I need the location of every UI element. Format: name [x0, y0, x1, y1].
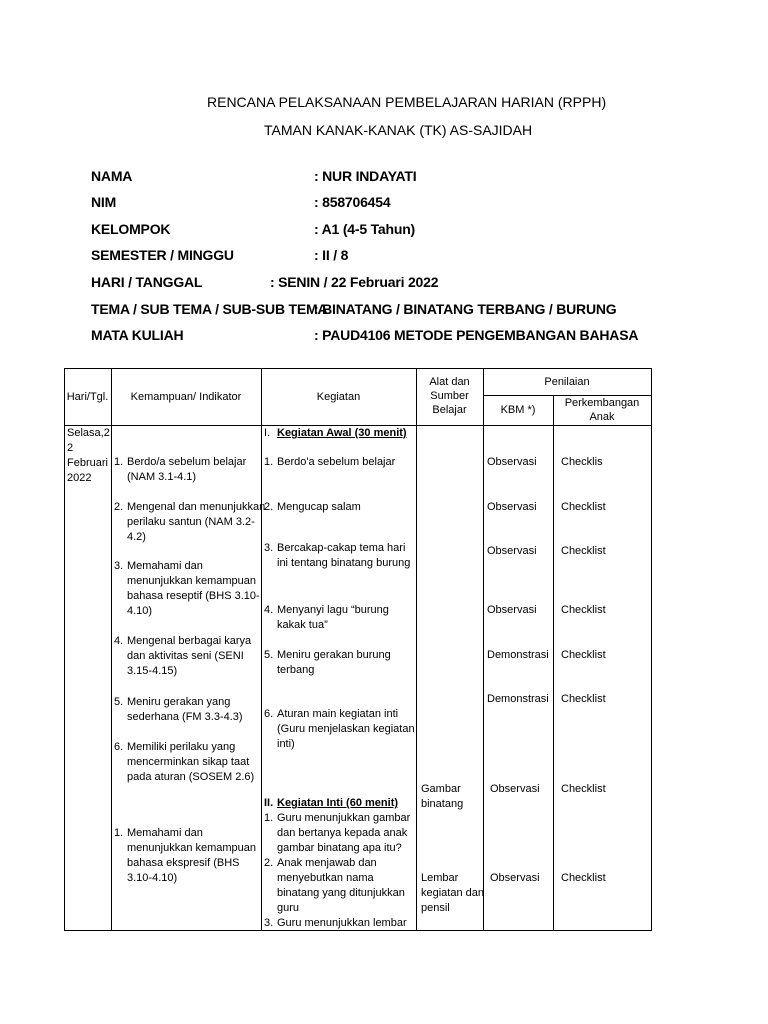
kemampuan-item [114, 455, 246, 485]
item-text: Menyanyi lagu “burung [277, 604, 389, 616]
alat-cell [421, 871, 484, 916]
kemampuan-item [114, 559, 260, 619]
item-number: 1. [264, 812, 274, 824]
item-text: 3.15-4.15) [127, 665, 178, 677]
item-number: 2. [264, 501, 274, 513]
kemampuan-item [114, 826, 256, 886]
info-label-matakuliah: MATA KULIAH [91, 327, 184, 343]
kegiatan-item [264, 541, 410, 571]
item-text: bahasa ekspresif (BHS [127, 857, 240, 869]
item-text: inti) [277, 738, 295, 750]
hari-line: 2 [67, 442, 74, 454]
header-alat-line1: Alat dan [429, 376, 470, 388]
item-text: kakak tua” [277, 619, 328, 631]
header-perkembangan-line1: Perkembangan [564, 397, 640, 409]
item-text: Memiliki perilaku yang [127, 741, 236, 753]
document-subtitle: TAMAN KANAK-KANAK (TK) AS-SAJIDAH [264, 122, 533, 138]
item-number: 5. [264, 649, 274, 661]
info-value-kelompok: : A1 (4-5 Tahun) [314, 221, 416, 237]
perkembangan-cell: Checklist [561, 545, 606, 557]
item-text: Mengucap salam [277, 501, 361, 513]
item-text: Guru menunjukkan gambar [277, 812, 411, 824]
item-text: Berdo'a sebelum belajar [277, 456, 396, 468]
info-label-semester: SEMESTER / MINGGU [91, 247, 234, 263]
kbm-cell: Observasi [487, 545, 537, 557]
kbm-cell: Demonstrasi [487, 649, 549, 661]
item-text: dan bertanya kepada anak [277, 827, 408, 839]
item-text: (Guru menjelaskan kegiatan [277, 723, 415, 735]
item-number: 5. [114, 696, 124, 708]
perkembangan-cell: Checklist [561, 501, 606, 513]
perkembangan-cell: Checklis [561, 456, 603, 468]
item-text: menunjukkan kemampuan [127, 842, 257, 854]
perkembangan-cell: Checklist [561, 649, 606, 661]
kegiatan-item [264, 500, 361, 515]
alat-line: kegiatan dan [421, 887, 484, 899]
item-number: 3. [114, 560, 124, 572]
kegiatan-awal-heading [264, 426, 407, 441]
info-label-nama: NAMA [91, 168, 133, 184]
item-number: 4. [264, 604, 274, 616]
info-label-hari: HARI / TANGGAL [91, 274, 203, 290]
item-text: 4.10) [127, 605, 153, 617]
item-number: 1. [114, 456, 124, 468]
kbm-cell: Observasi [490, 872, 540, 884]
item-number: 4. [114, 635, 124, 647]
item-number: 3. [264, 917, 274, 929]
alat-line: Gambar [421, 783, 461, 795]
kegiatan-item [264, 603, 389, 633]
item-text: ini tentang binatang burung [277, 557, 411, 569]
item-text: gambar binatang apa itu? [277, 842, 402, 854]
kegiatan-item [264, 856, 405, 916]
kbm-cell: Observasi [490, 783, 540, 795]
kegiatan-item [264, 811, 410, 856]
perkembangan-cell: Checklist [561, 604, 606, 616]
item-text: 4.2) [127, 531, 146, 543]
kegiatan-item [264, 455, 395, 470]
kbm-cell: Observasi [487, 456, 537, 468]
item-text: Guru menunjukkan lembar [277, 917, 407, 929]
info-value-semester: : II / 8 [314, 247, 349, 263]
header-perkembangan-line2: Anak [589, 411, 615, 423]
perkembangan-cell: Checklist [561, 872, 606, 884]
kegiatan-inti-heading [264, 796, 398, 811]
item-text: Berdo/a sebelum belajar [127, 456, 247, 468]
info-label-kelompok: KELOMPOK [91, 221, 171, 237]
item-number: 1. [114, 827, 124, 839]
kemampuan-item [114, 634, 251, 679]
item-text: Memahami dan [127, 560, 203, 572]
header-hari: Hari/Tgl. [66, 391, 109, 403]
perkembangan-cell: Checklist [561, 693, 606, 705]
item-text: guru [277, 902, 300, 914]
document-title: RENCANA PELAKSANAAN PEMBELAJARAN HARIAN (RPPH) [207, 94, 607, 110]
kemampuan-item [114, 740, 254, 785]
kbm-cell: Observasi [487, 501, 537, 513]
item-number: 3. [264, 542, 274, 554]
item-text: Aturan main kegiatan inti [277, 708, 399, 720]
perkembangan-cell: Checklist [561, 783, 606, 795]
kegiatan-item [264, 916, 407, 931]
item-text: Anak menjawab dan [277, 857, 377, 869]
info-value-matakuliah: : PAUD4106 METODE PENGEMBANGAN BAHASA [314, 327, 639, 343]
hari-cell [67, 426, 110, 486]
item-text: Meniru gerakan burung [277, 649, 391, 661]
item-text: Mengenal dan menunjukkan [127, 501, 266, 513]
item-text: mencerminkan sikap taat [127, 756, 250, 768]
item-text: menunjukkan kemampuan [127, 575, 257, 587]
item-text: terbang [277, 664, 315, 676]
item-text: perilaku santun (NAM 3.2- [127, 516, 255, 528]
item-text: Meniru gerakan yang [127, 696, 231, 708]
header-kegiatan: Kegiatan [316, 391, 361, 403]
item-text: menyebutkan nama [277, 872, 374, 884]
alat-cell [421, 782, 463, 812]
section-title: Kegiatan Inti (60 menit) [277, 797, 399, 809]
item-text: sederhana (FM 3.3-4.3) [127, 711, 243, 723]
kegiatan-item [264, 648, 391, 678]
header-perkembangan [553, 396, 651, 424]
kemampuan-item [114, 695, 243, 725]
item-text: (NAM 3.1-4.1) [127, 471, 197, 483]
info-label-tema: TEMA / SUB TEMA / SUB-SUB TEMA [91, 301, 328, 317]
hari-line: Februari [67, 457, 108, 469]
item-number: 2. [264, 857, 274, 869]
item-text: Bercakap-cakap tema hari [277, 542, 406, 554]
header-alat-line3: Belajar [432, 404, 467, 416]
item-number: 1. [264, 456, 274, 468]
item-number: 2. [114, 501, 124, 513]
item-number: 6. [264, 708, 274, 720]
item-text: bahasa reseptif (BHS 3.10- [127, 590, 260, 602]
header-kemampuan: Kemampuan/ Indikator [130, 391, 242, 403]
item-text: Memahami dan [127, 827, 203, 839]
section-number: II. [264, 797, 274, 809]
hari-line: Selasa,2 [67, 427, 110, 439]
info-value-hari: : SENIN / 22 Februari 2022 [270, 274, 439, 290]
item-text: 3.10-4.10) [127, 872, 178, 884]
info-value-tema: : BINATANG / BINATANG TERBANG / BURUNG [314, 301, 617, 317]
info-label-nim: NIM [91, 194, 117, 210]
kbm-cell: Demonstrasi [487, 693, 549, 705]
alat-line: pensil [421, 902, 450, 914]
alat-line: Lembar [421, 872, 459, 884]
info-value-nama: : NUR INDAYATI [314, 168, 417, 184]
kemampuan-item [114, 500, 265, 545]
section-number: I. [264, 427, 271, 439]
item-number: 6. [114, 741, 124, 753]
info-value-nim: : 858706454 [314, 194, 391, 210]
header-penilaian: Penilaian [544, 376, 590, 388]
header-alat-line2: Sumber [430, 390, 469, 402]
header-kbm: KBM *) [500, 404, 536, 416]
item-text: Mengenal berbagai karya [127, 635, 252, 647]
item-text: binatang yang ditunjukkan [277, 887, 405, 899]
item-text: pada aturan (SOSEM 2.6) [127, 771, 255, 783]
section-title: Kegiatan Awal (30 menit) [277, 427, 407, 439]
kegiatan-item [264, 707, 415, 752]
alat-line: binatang [421, 798, 464, 810]
header-alat [416, 375, 483, 417]
item-text: dan aktivitas seni (SENI [127, 650, 244, 662]
kbm-cell: Observasi [487, 604, 537, 616]
hari-line: 2022 [67, 472, 92, 484]
